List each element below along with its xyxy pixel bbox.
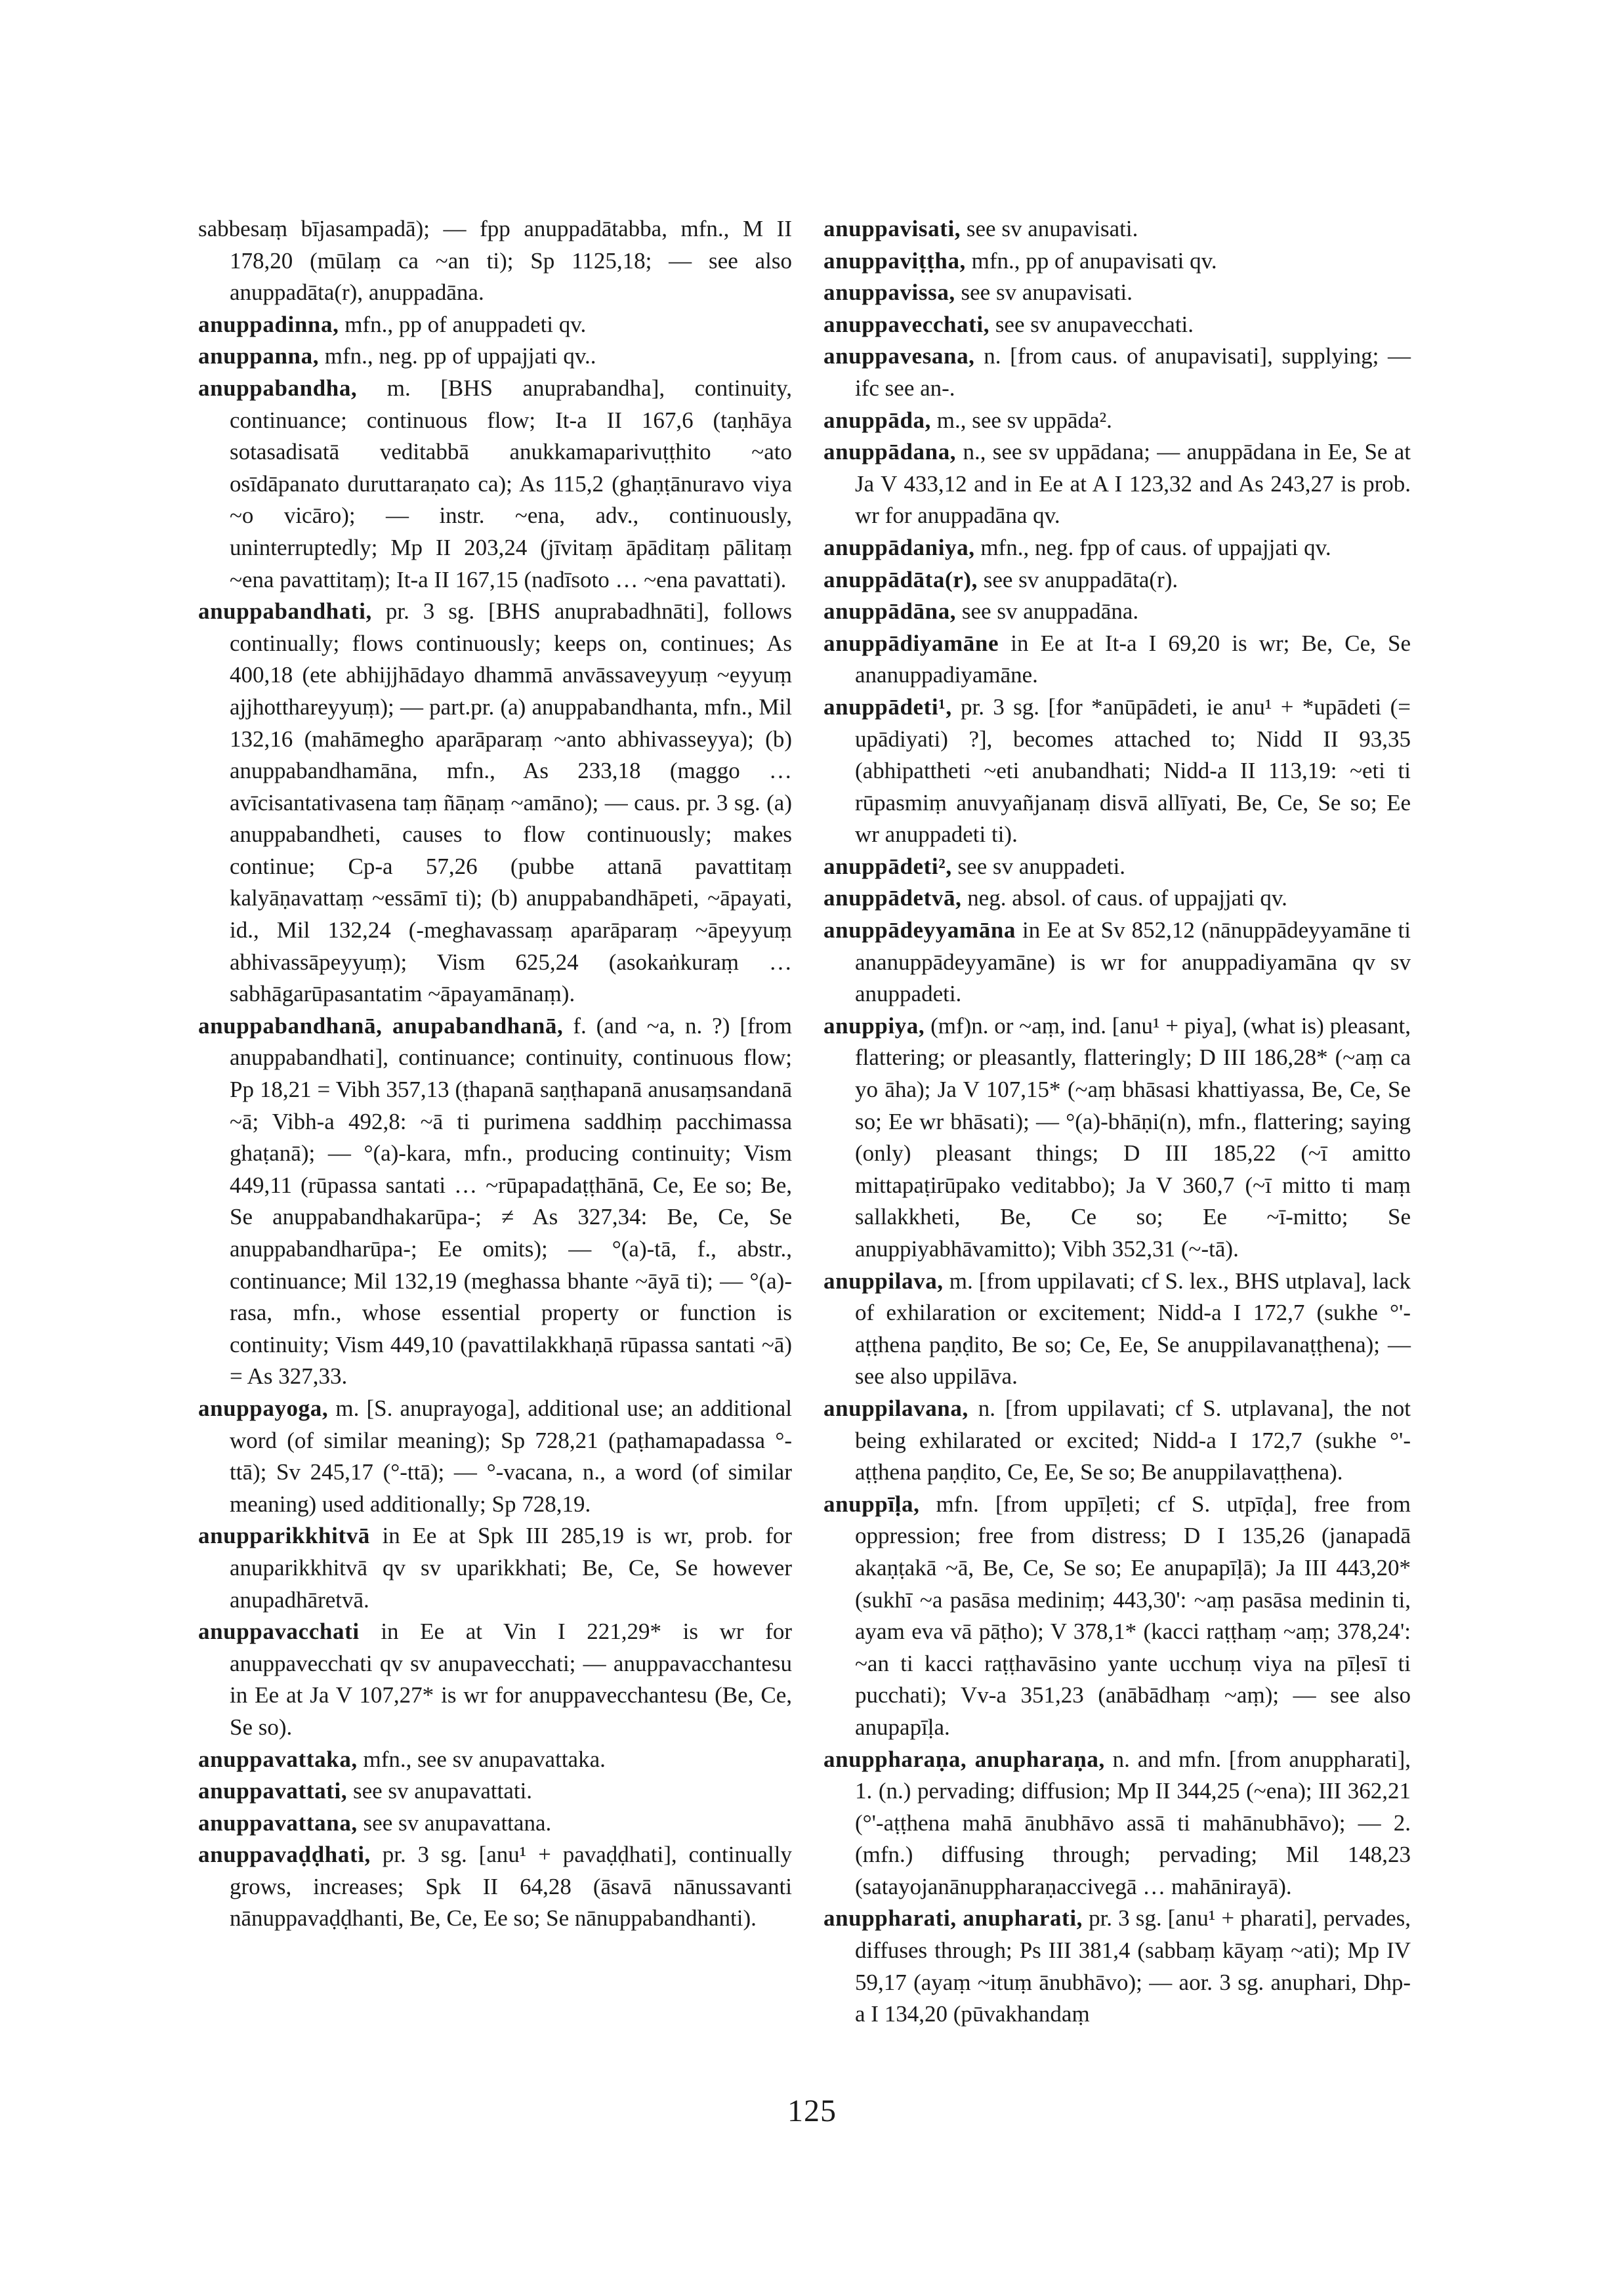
entry-headword: anuppavesana, [823,343,975,369]
entry-headword: anuppādaniya, [823,534,975,560]
entry-headword: anuppanna, [198,343,320,369]
dictionary-entry [198,1744,792,1776]
entry-headword: anuppilava, [823,1268,944,1294]
dictionary-entry [823,596,1411,628]
dictionary-entry [823,277,1411,309]
entry-definition: see sv anupavecchati. [995,311,1194,337]
entry-headword: anuppādiyamāne [823,630,999,656]
entry-definition: f. (and ~a, n. ?) [from anuppabandhati], continuance; continuity, continuous flow; Pp 18,21 = Vibh 357,13 (ṭhapanā saṇṭhapanā anusaṃsandanā ~ā; Vibh-a 492,8: ~ā ti purimena saddhiṃ pacchimassa ghaṭanā); — °(a)-kara, mfn., producing continuity; Vism 449,11 (rūpassa santati … ~rūpapadaṭṭhānā, Ce, Ee so; Be, Se anuppabandhakarūpa-; ≠ As 327,34: Be, Ce, Se anuppabandharūpa-; Ee omits); — °(a)-tā, f., abstr., continuance; Mil 132,19 (meghassa bhante ~āyā ti); — °(a)-rasa, mfn., whose essential property or function is continuity; Vism 449,10 (pavattilakkhaṇā rūpassa santati ~ā) = As 327,33. [230,1012,792,1390]
dictionary-entry [823,405,1411,437]
dictionary-entry [198,373,792,596]
dictionary-entry [198,1010,792,1393]
dictionary-entry [823,245,1411,278]
entry-definition: see sv anuppadeti. [957,853,1126,879]
entry-definition: pr. 3 sg. [for *anūpādeti, ie anu¹ + *upādeti (= upādiyati) ?], becomes attached to; Nidd II 93,35 (abhipattheti ~eti anubandhati; Nidd-a II 113,19: ~eti ti rūpasmiṃ anuvyañjanaṃ disvā allīyati, Be, Ce, Se so; Ee wr anuppadeti ti). [855,693,1411,848]
entry-headword: anuppavecchati, [823,311,990,337]
entry-headword: anuppabandhanā, anupabandhanā, [198,1012,564,1039]
entry-headword: anuppavacchati [198,1619,360,1645]
entry-definition: see sv anuppadāna. [961,598,1139,625]
entry-definition: see sv anupavisati. [961,279,1133,306]
dictionary-entry [823,1489,1411,1744]
dictionary-entry [823,532,1411,564]
entry-definition: n., see sv uppādana; — anuppādana in Ee, Se at Ja V 433,12 and in Ee at A I 123,32 and As 243,27 is prob. wr for anuppadāna qv. [855,439,1411,529]
entry-definition: mfn., neg. pp of uppajjati qv.. [324,343,596,369]
dictionary-entry [198,341,792,373]
entry-headword: anuppādāta(r), [823,566,978,592]
entry-definition: n. [from uppilavati; cf S. utplavana], the not being exhilarated or excited; Nidd-a I 172,7 (sukhe °'-aṭṭhena paṇḍito, Ce, Ee, Se so; Be anuppilavaṭṭhena). [855,1395,1411,1485]
entry-definition: see sv anupavattati. [352,1778,533,1804]
entry-definition: in Ee at Sv 852,12 (nānuppādeyyamāne ti ananuppādeyyamāne) is wr for anuppadiyamāna qv sv anuppadeti. [855,917,1411,1007]
entry-definition: mfn., neg. fpp of caus. of uppajjati qv. [980,534,1331,560]
entry-headword: anuppādeti², [823,853,952,879]
dictionary-entry [823,692,1411,851]
dictionary-entry [198,309,792,341]
dictionary-entry [823,341,1411,404]
entry-headword: anuppaviṭṭha, [823,247,966,274]
entry-headword: anuppharati, anupharati, [823,1905,1083,1932]
right-column [823,213,1411,2031]
dictionary-entry [823,882,1411,915]
entry-definition: mfn., pp of anuppadeti qv. [344,311,587,337]
dictionary-entry [198,1616,792,1743]
dictionary-entry [823,1393,1411,1489]
entry-headword: anuppādetvā, [823,885,962,911]
entry-definition: see sv anuppadāta(r). [983,566,1178,592]
entry-headword: anuppādāna, [823,598,957,625]
entry-headword: anuppavaḍḍhati, [198,1842,371,1868]
entry-definition: mfn., see sv anupavattaka. [363,1746,606,1772]
entry-definition: sabbesaṃ bījasampadā); — fpp anuppadātabba, mfn., M II 178,20 (mūlaṃ ca ~an ti); Sp 1125,18; — see also anuppadāta(r), anuppadāna. [198,216,792,306]
entry-definition: (mf)n. or ~aṃ, ind. [anu¹ + piya], (what is) pleasant, flattering; or pleasantly, flatteringly; D III 186,28* (~aṃ ca yo āha); Ja V 107,15* (~aṃ bhāsasi khattiyassa, Be, Ce, Se so; Ee wr bhāsati); — °(a)-bhāṇi(n), mfn., flattering; saying (only) pleasant things; D III 185,22 (~ī amitto mittapaṭirūpako veditabbo); Ja V 360,7 (~ī mitto ti maṃ sallakkheti, Be, Ce so; Ee ~ī-mitto; Se anuppiyabhāvamitto); Vibh 352,31 (~-tā). [855,1012,1411,1262]
dictionary-entry [823,213,1411,245]
entry-definition: m. [S. anuprayoga], additional use; an additional word (of similar meaning); Sp 728,21 (paṭhamapadassa °-ttā); Sv 245,17 (°-ttā); — °-vacana, n., a word (of similar meaning) used additionally; Sp 728,19. [230,1395,793,1517]
entry-headword: anuppādeti¹, [823,693,952,720]
dictionary-entry [823,1010,1411,1266]
entry-definition: n. [from caus. of anupavisati], supplying; — ifc see an-. [855,343,1411,401]
entry-headword: anuppavattati, [198,1778,348,1804]
dictionary-entry [198,596,792,1010]
entry-headword: anuppavattana, [198,1809,358,1836]
entry-headword: anuppavissa, [823,279,955,306]
entry-headword: anuppadinna, [198,311,339,337]
entry-definition: n. and mfn. [from anuppharati], 1. (n.) pervading; diffusion; Mp II 344,25 (~ena); III 362,21 (°'-aṭṭhena mahā ānubhāvo assā ti mahānubhāvo); — 2. (mfn.) diffusing through; pervading; Mil 148,23 (satayojanānuppharaṇaccivegā … mahānirayā). [855,1746,1411,1899]
entry-definition: m. [from uppilavati; cf S. lex., BHS utplava], lack of exhilaration or excitement; Nidd-a I 172,7 (sukhe °'-aṭṭhena paṇḍito, Be so; Ce, Ee, Se anuppilavanaṭṭhena); — see also uppilāva. [855,1268,1411,1390]
entry-definition: in Ee at Spk III 285,19 is wr, prob. for anuparikkhitvā qv sv uparikkhati; Be, Ce, Se however anupadhāretvā. [230,1523,793,1613]
entry-headword: anuppavattaka, [198,1746,358,1772]
entry-headword: anupparikkhitvā [198,1523,370,1549]
dictionary-entry [823,851,1411,883]
entry-headword: anuppayoga, [198,1395,329,1421]
entry-definition: m. [BHS anuprabandha], continuity, continuance; continuous flow; It-a II 167,6 (taṇhāya sotasadisatā veditabbā anukkamaparivuṭṭhito ~ato osīdāpanato duruttaraṇato ca); As 115,2 (ghaṇṭānuravo viya ~o vicāro); — instr. ~ena, adv., continuously, uninterruptedly; Mp II 203,24 (jīvitaṃ āpāditaṃ pālitaṃ ~ena pavattitaṃ); It-a II 167,15 (nadīsoto … ~ena pavattati). [230,375,793,592]
dictionary-entry [823,1903,1411,2030]
entry-headword: anuppiya, [823,1012,925,1039]
entry-headword: anuppharaṇa, anupharaṇa, [823,1746,1105,1772]
entry-definition: in Ee at Vin I 221,29* is wr for anuppavecchati qv sv anupavecchati; — anuppavacchantesu in Ee at Ja V 107,27* is wr for anuppavecchantesu (Be, Ce, Se so). [230,1619,793,1740]
dictionary-entry [198,1393,792,1520]
page-number: 125 [787,2094,837,2128]
entry-headword: anuppilavana, [823,1395,968,1421]
dictionary-entry [198,213,792,309]
dictionary-entry [823,1266,1411,1393]
left-column [198,213,792,1935]
entry-headword: anuppabandhati, [198,598,372,625]
entry-definition: see sv anupavattana. [363,1809,552,1836]
entry-headword: anuppīḷa, [823,1491,920,1517]
dictionary-entry [198,1775,792,1808]
entry-definition: pr. 3 sg. [anu¹ + pharati], pervades, diffuses through; Ps III 381,4 (sabbaṃ kāyaṃ ~ati); Mp IV 59,17 (ayaṃ ~ituṃ ānubhāvo); — aor. 3 sg. anuphari, Dhp-a I 134,20 (pūvakhandaṃ [855,1905,1411,2027]
entry-headword: anuppāda, [823,407,931,433]
entry-definition: neg. absol. of caus. of uppajjati qv. [967,885,1287,911]
entry-headword: anuppādana, [823,439,957,465]
entry-definition: see sv anupavisati. [966,216,1138,241]
dictionary-entry [823,1744,1411,1903]
dictionary-entry [823,309,1411,341]
entry-headword: anuppabandha, [198,375,358,401]
dictionary-entry [198,1839,792,1935]
entry-definition: pr. 3 sg. [anu¹ + pavaḍḍhati], continually grows, increases; Spk II 64,28 (āsavā nānussavanti nānuppavaḍḍhanti, Be, Ce, Ee so; Se nānuppabandhanti). [230,1842,792,1932]
entry-definition: m., see sv uppāda². [936,407,1112,433]
entry-headword: anuppādeyyamāna [823,917,1016,943]
dictionary-entry [198,1808,792,1840]
dictionary-entry [823,436,1411,532]
entry-definition: pr. 3 sg. [BHS anuprabadhnāti], follows continually; flows continuously; keeps on, continues; As 400,18 (ete abhijjhādayo dhammā anvāssaveyyuṃ ~eyyuṃ ajjhottharеyyuṃ); — part.pr. (a) anuppabandhanta, mfn., Mil 132,16 (mahāmegho aparāparaṃ ~anto abhivasseyya); (b) anuppabandhamāna, mfn., As 233,18 (maggo … avīcisantativasena taṃ ñāṇaṃ ~amāno); — caus. pr. 3 sg. (a) anuppabandheti, causes to flow continuously; makes continue; Cp-a 57,26 (pubbe attanā pavattitaṃ kalyāṇavattaṃ ~essāmī ti); (b) anuppabandhāpeti, ~āpayati, id., Mil 132,24 (-meghavassaṃ aparāparaṃ ~āpeyyuṃ abhivassāpeyyuṃ); Vism 625,24 (asokaṅkuraṃ … sabhāgarūpasantatim ~āpayamānaṃ). [230,598,792,1007]
entry-definition: in Ee at It-a I 69,20 is wr; Be, Ce, Se ananuppadiyamāne. [855,630,1411,688]
dictionary-entry [823,915,1411,1010]
dictionary-entry [823,628,1411,692]
dictionary-entry [198,1520,792,1616]
entry-definition: mfn. [from uppīḷeti; cf S. utpīḍa], free from oppression; free from distress; D I 135,26 (janapadā akaṇṭakā ~ā, Be, Ce, Se so; Ee anupapīḷā); Ja III 443,20* (sukhī ~a pasāsa mediniṃ; 443,30': ~aṃ pasāsa medinin ti, ayam eva vā pāṭho); V 378,1* (kacci raṭṭhaṃ ~aṃ; 378,24': ~an ti kacci raṭṭhavāsino yante ucchuṃ viya na pīḷesī ti pucchati); Vv-a 351,23 (anābādhaṃ ~aṃ); — see also anupapīḷa. [855,1491,1411,1740]
dictionary-entry [823,564,1411,596]
entry-headword: anuppavisati, [823,216,961,241]
entry-definition: mfn., pp of anupavisati qv. [971,247,1217,274]
